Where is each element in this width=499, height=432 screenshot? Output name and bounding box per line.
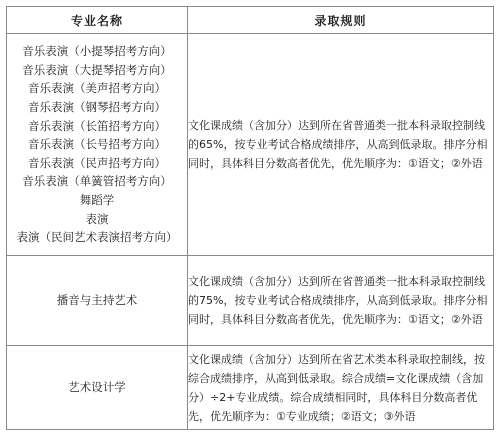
table-header-row [7,7,494,34]
majors-cell [7,346,188,430]
table-row [7,256,494,346]
majors-cell [7,256,188,346]
major-item: 音乐表演（长笛招考方向） [28,118,166,133]
major-item: 表演（民间艺术表演招考方向） [16,230,178,245]
admission-rules-table [6,6,494,430]
majors-cell [7,34,188,256]
major-item: 音乐表演（小提琴招考方向） [22,44,172,59]
major-item: 音乐表演（长号招考方向） [28,137,166,152]
header-admission-rule: 录取规则 [188,7,494,34]
major-item: 播音与主持艺术 [56,293,138,308]
major-item: 音乐表演（单簧管招考方向） [22,174,172,189]
rule-cell: 文化课成绩（含加分）达到所在省艺术类本科录取控制线，按综合成绩排序，从高到低录取。综合成绩=文化课成绩（含加分）÷2+专业成绩。综合成绩相同时，具体科目分数高者优先，优先顺序为：①专业成绩；②语文；③外语 [188,346,494,430]
rule-cell: 文化课成绩（含加分）达到所在省普通类一批本科录取控制线的75%，按专业考试合格成绩排序，从高到低录取。排序分相同时，具体科目分数高者优先，优先顺序为：①语文；②外语 [188,256,494,346]
rule-cell: 文化课成绩（含加分）达到所在省普通类一批本科录取控制线的65%，按专业考试合格成绩排序，从高到低录取。排序分相同时，具体科目分数高者优先，优先顺序为：①语文；②外语 [188,34,494,256]
major-item: 表演 [85,211,109,226]
major-item: 音乐表演（大提琴招考方向） [22,62,172,77]
major-item: 音乐表演（美声招考方向） [28,81,166,96]
major-item: 音乐表演（钢琴招考方向） [28,100,166,115]
major-item: 舞蹈学 [79,192,115,207]
table-row [7,34,494,256]
table-row [7,346,494,430]
major-item: 艺术设计学 [68,380,126,395]
major-item: 音乐表演（民声招考方向） [28,155,166,170]
header-major-name: 专业名称 [7,7,188,34]
